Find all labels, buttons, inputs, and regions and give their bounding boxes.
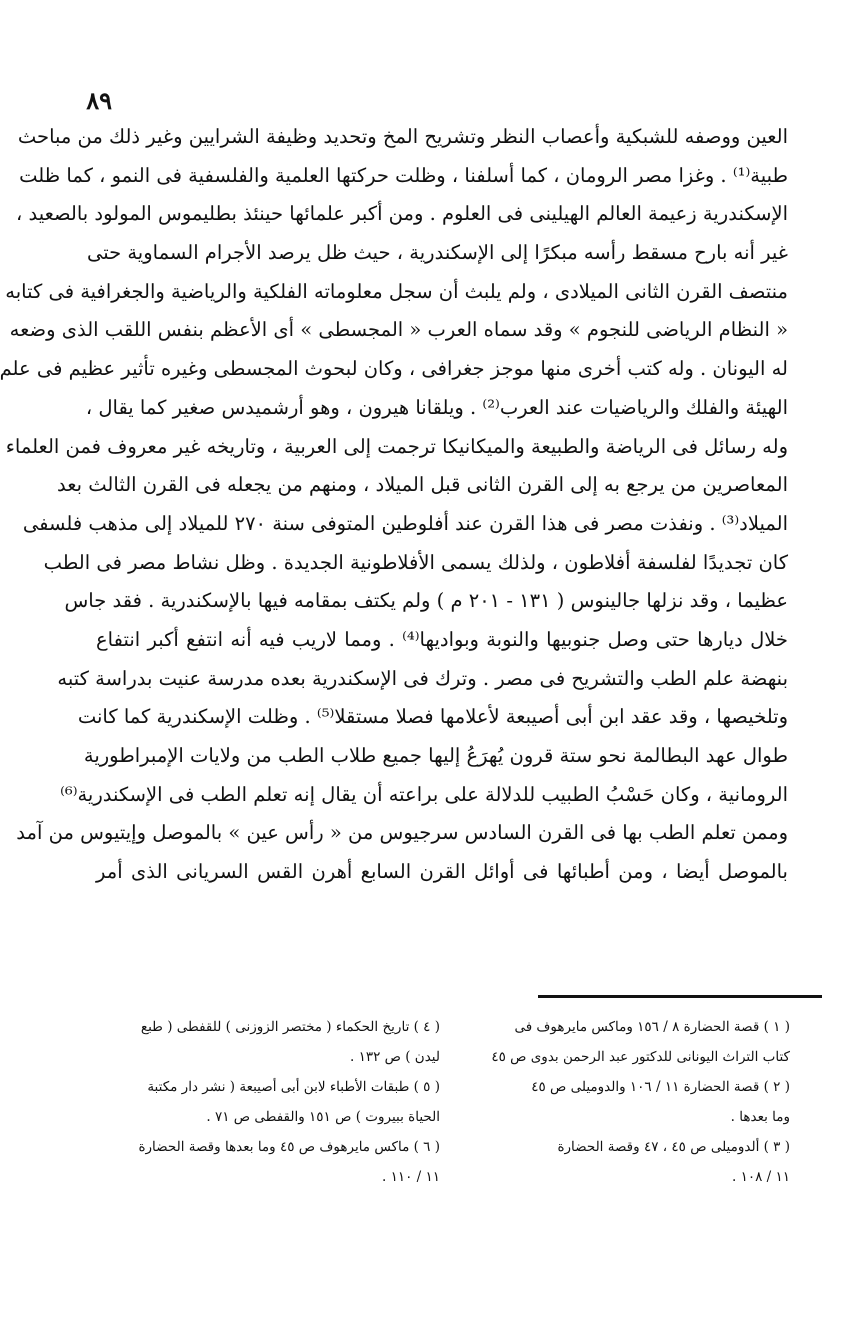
body-line: طبية⁽¹⁾ . وغزا مصر الرومان ، كما أسلفنا ، وظلت حركتها العلمية والفلسفية فى النمو ، كما ظلت: [19, 163, 788, 187]
footnote-line: ( ١ ) قصة الحضارة ٨ / ١٥٦ وماكس مايرهوف فى: [514, 1019, 790, 1035]
footnote-line: ( ٣ ) ألدوميلى ص ٤٥ ، ٤٧ وقصة الحضارة: [557, 1139, 790, 1155]
body-line: وله رسائل فى الرياضة والطبيعة والميكانيكا ترجمت إلى العربية ، وتاريخه غير معروف فمن العلماء: [5, 434, 788, 458]
footnote-line: ليدن ) ص ١٣٢ .: [349, 1049, 440, 1065]
body-line: المعاصرين من يرجع به إلى القرن الثانى قبل الميلاد ، ومنهم من يجعله فى القرن الثالث بعد: [57, 473, 788, 497]
footnotes-left-column: [90, 1012, 440, 1212]
footnote-line: ١١ / ١٠٨ .: [731, 1169, 790, 1185]
body-line: الرومانية ، وكان حَسْبُ الطبيب للدلالة على براعته أن يقال إنه تعلم الطب فى الإسكندرية⁽⁶⁾: [60, 782, 788, 806]
body-line: طوال عهد البطالمة نحو ستة قرون يُهرَعُ إليها جميع طلاب الطب من ولايات الإمبراطورية: [83, 744, 788, 767]
body-line: له اليونان . وله كتب أخرى منها موجز جغرافى ، وكان لبحوث المجسطى وغيره تأثير عظيم فى علم: [0, 357, 788, 381]
footnote-line: ( ٤ ) تاريخ الحكماء ( مختصر الزوزنى ) للقفطى ( طبع: [140, 1019, 440, 1035]
body-line: الهيئة والفلك والرياضيات عند العرب⁽²⁾ . ويلقانا هيرون ، وهو أرشميدس صغير كما يقال ،: [85, 395, 788, 419]
footnote-divider: [538, 995, 822, 998]
footnote-line: ( ٥ ) طبقات الأطباء لابن أبى أصيبعة ( نشر دار مكتبة: [147, 1079, 440, 1095]
footnote-line: الحياة ببيروت ) ص ١٥١ والقفطى ص ٧١ .: [206, 1109, 440, 1125]
body-line: العين ووصفه للشبكية وأعصاب النظر وتشريح المخ وتحديد وظيفة الشرايين وغير ذلك من مباحث: [17, 125, 788, 148]
body-line: بالموصل أيضا ، ومن أطبائها فى أوائل القرن السابع أهرن القس السريانى الذى أمر: [96, 860, 788, 884]
footnote-line: ١١ / ١١٠ .: [381, 1169, 440, 1185]
body-line: خلال ديارها حتى وصل جنوبيها والنوبة وبواديها⁽⁴⁾ . ومما لاريب فيه أنه انتفع أكبر انتفاع: [96, 627, 788, 651]
footnote-line: وما بعدها .: [730, 1109, 790, 1125]
body-line: بنهضة علم الطب والتشريح فى مصر . وترك فى الإسكندرية بعده مدرسة عنيت بدراسة كتبه: [57, 666, 788, 690]
footnotes: [90, 1012, 790, 1212]
footnote-line: ( ٦ ) ماكس مايرهوف ص ٤٥ وما بعدها وقصة الحضارة: [138, 1139, 440, 1155]
body-line: كان تجديدًا لفلسفة أفلاطون ، ولذلك يسمى الأفلاطونية الجديدة . وظل نشاط مصر فى الطب: [43, 550, 788, 574]
footnote-line: كتاب التراث اليونانى للدكتور عبد الرحمن بدوى ص ٤٥: [491, 1049, 790, 1065]
footnotes-right-column: [440, 1012, 790, 1212]
body-line: منتصف القرن الثانى الميلادى ، ولم يلبث أن سجل معلوماته الفلكية والرياضية والجغرافية فى كتابه: [5, 279, 788, 303]
body-line: غير أنه بارح مسقط رأسه مبكرًا إلى الإسكندرية ، حيث ظل يرصد الأجرام السماوية حتى: [86, 241, 788, 265]
body-line: الإسكندرية زعيمة العالم الهيلينى فى العلوم . ومن أكبر علمائها حينئذ بطليموس المولود بالصعيد ،: [15, 202, 788, 226]
body-line: « النظام الرياضى للنجوم » وقد سماه العرب « المجسطى » أى الأعظم بنفس اللقب الذى وضعه: [9, 318, 788, 342]
page-number: ٨٩: [86, 86, 112, 115]
footnote-line: ( ٢ ) قصة الحضارة ١١ / ١٠٦ والدوميلى ص ٤٥: [531, 1079, 790, 1095]
body-line: وممن تعلم الطب بها فى القرن السادس سرجيوس من « رأس عين » بالموصل وإيتيوس من آمد: [16, 821, 788, 845]
body-line: عظيما ، وقد نزلها جالينوس ( ١٣١ - ٢٠١ م ) ولم يكتف بمقامه فيها بالإسكندرية . فقد جاس: [64, 589, 788, 613]
body-text: [0, 118, 788, 892]
body-line: وتلخيصها ، وقد عقد ابن أبى أصيبعة لأعلامها فصلا مستقلا⁽⁵⁾ . وظلت الإسكندرية كما كانت: [77, 705, 788, 729]
body-line: الميلاد⁽³⁾ . ونفذت مصر فى هذا القرن عند أفلوطين المتوفى سنة ٢٧٠ للميلاد إلى مذهب فلسفى: [22, 511, 788, 535]
